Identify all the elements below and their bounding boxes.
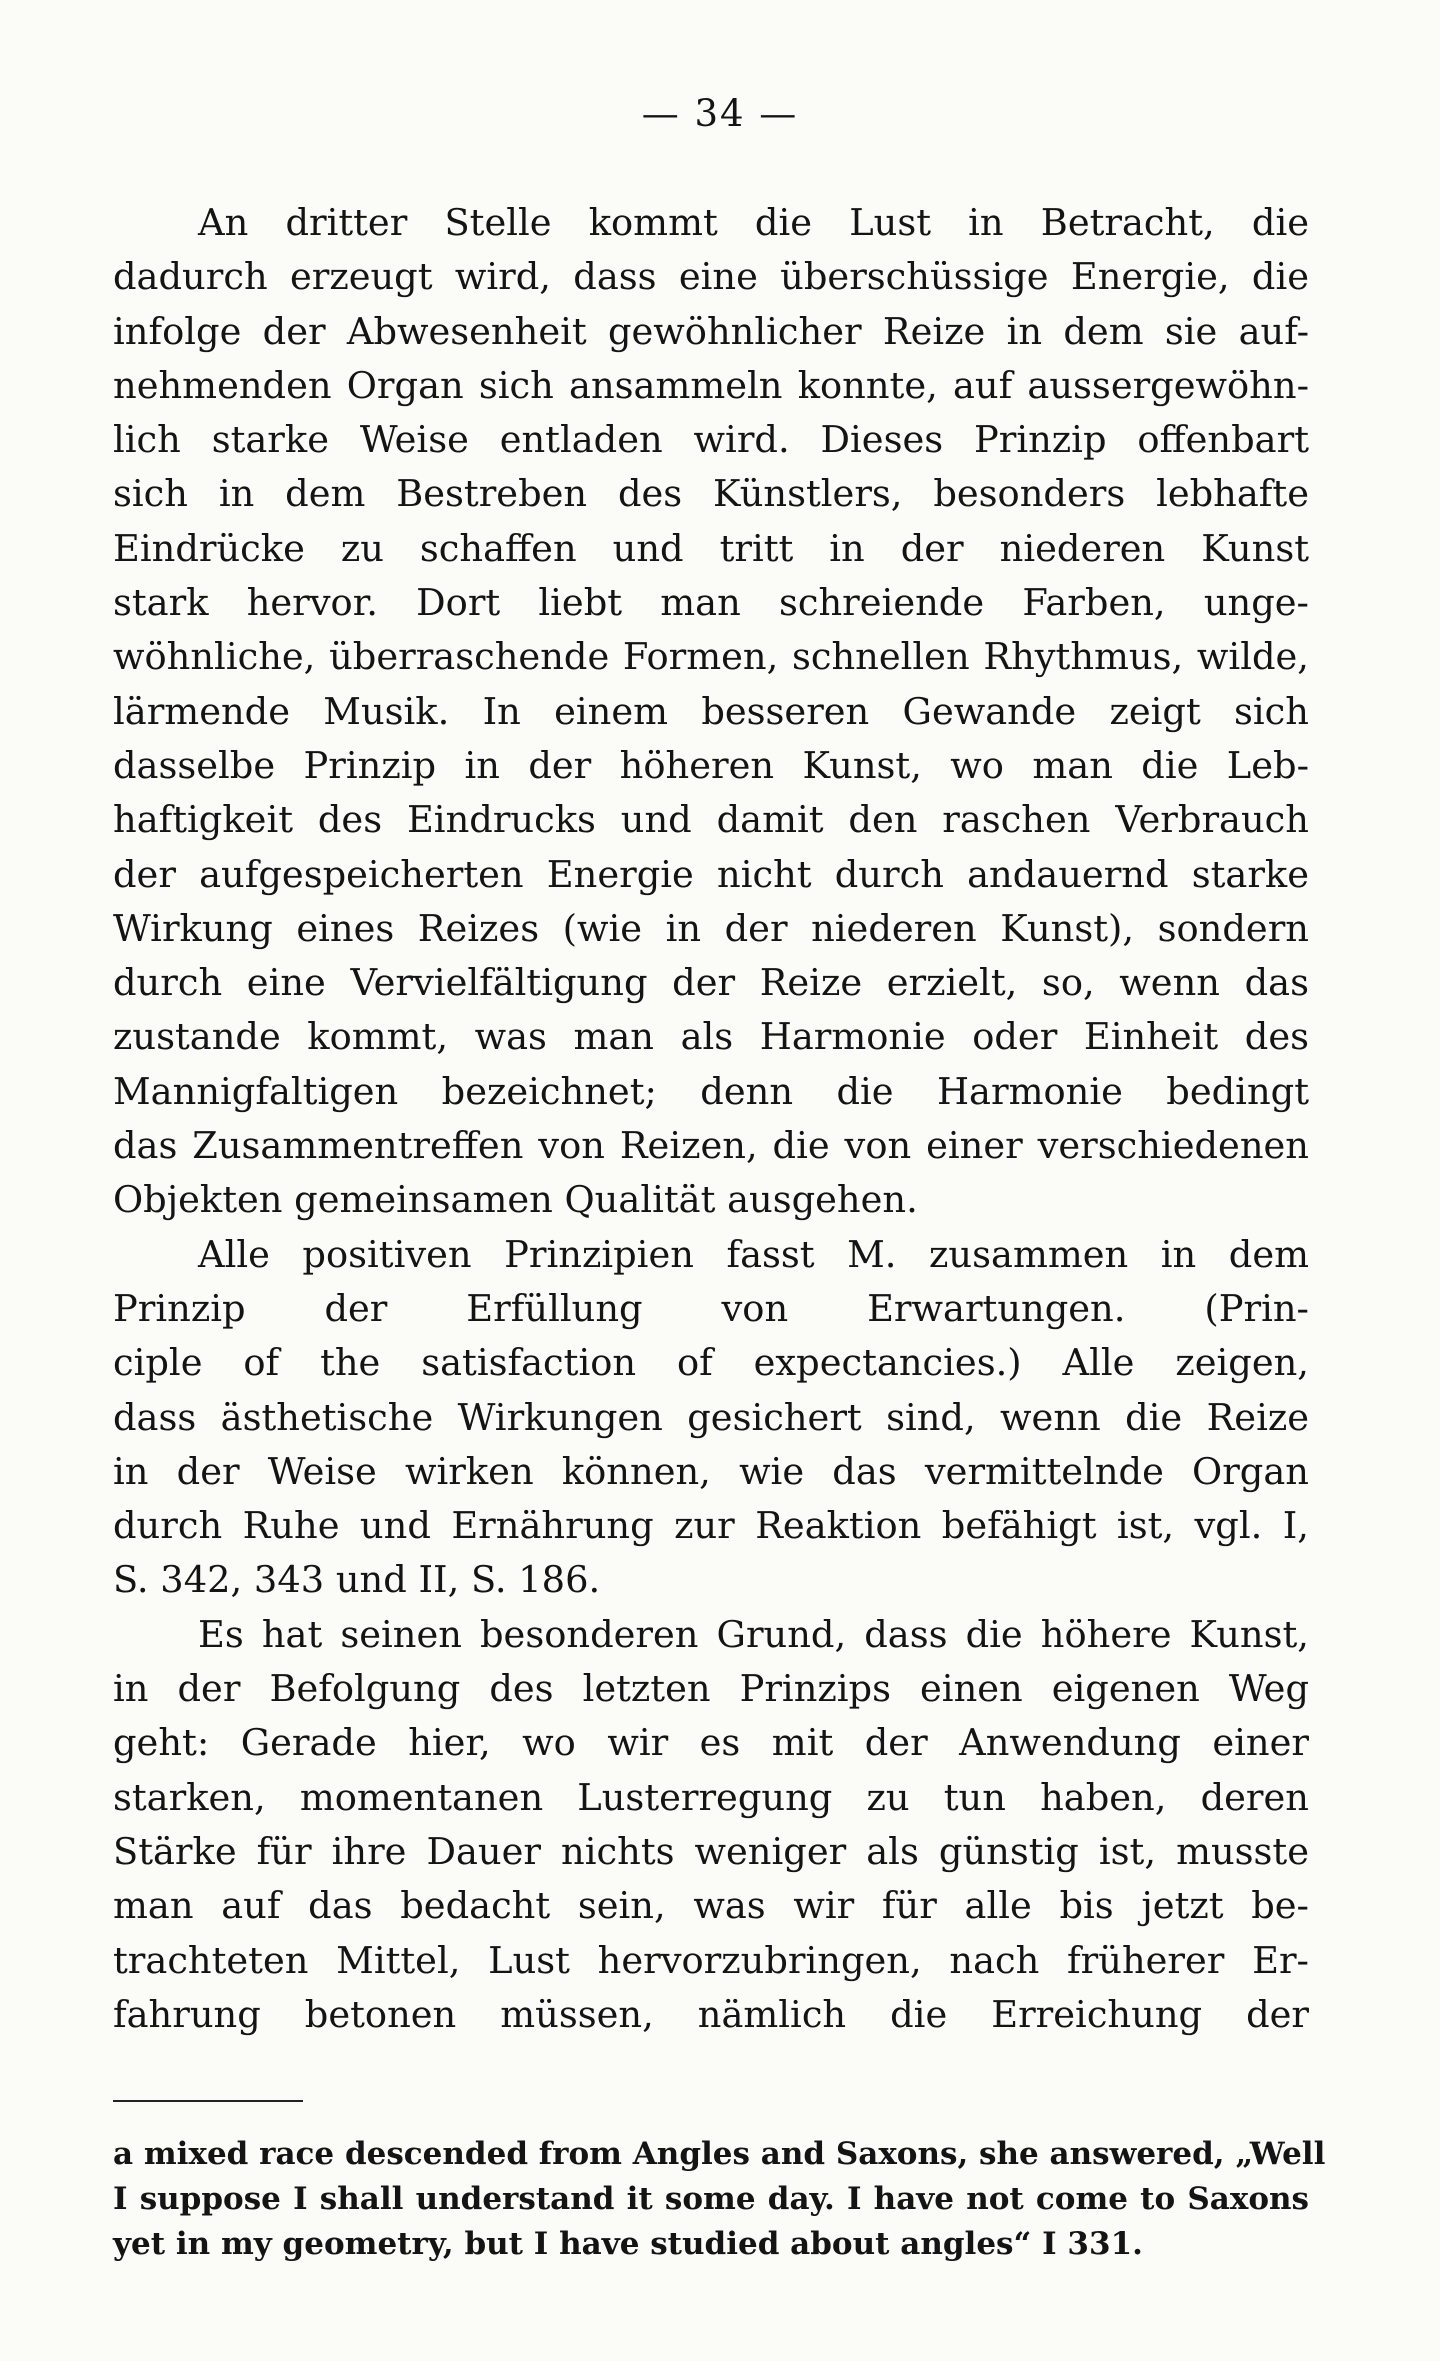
text-line: Eindrücke zu schaffen und tritt in der niederen Kunst <box>113 526 1309 570</box>
text-line: An dritter Stelle kommt die Lust in Betracht, die <box>198 201 1309 244</box>
text-line: dadurch erzeugt wird, dass eine überschüssige Energie, die <box>113 255 1309 299</box>
text-line: starken, momentanen Lusterregung zu tun haben, deren <box>113 1775 1309 1819</box>
text-line: geht: Gerade hier, wo wir es mit der Anwendung einer <box>113 1721 1309 1765</box>
text-line: nehmenden Organ sich ansammeln konnte, auf aussergewöhn- <box>113 363 1309 407</box>
paragraph-2 <box>113 1228 1309 1608</box>
text-line: fahrung betonen müssen, nämlich die Erreichung der <box>113 1992 1309 2036</box>
text-line: man auf das bedacht sein, was wir für alle bis jetzt be- <box>113 1884 1309 1928</box>
text-line: infolge der Abwesenheit gewöhnlicher Reize in dem sie auf- <box>113 309 1309 353</box>
text-line: das Zusammentreffen von Reizen, die von einer verschiedenen <box>113 1124 1309 1168</box>
footnote-line: I suppose I shall understand it some day. I have not come to Saxons <box>113 2181 1309 2217</box>
text-line: Es hat seinen besonderen Grund, dass die höhere Kunst, <box>198 1612 1309 1656</box>
text-line: Objekten gemeinsamen Qualität ausgehen. <box>113 1178 918 1222</box>
text-line: der aufgespeicherten Energie nicht durch andauernd starke <box>113 852 1309 896</box>
footnote-line: yet in my geometry, but I have studied about angles“ I 331. <box>113 2226 1143 2262</box>
text-line: sich in dem Bestreben des Künstlers, besonders lebhafte <box>113 472 1309 516</box>
text-line: ciple of the satisfaction of expectancies.) Alle zeigen, <box>113 1341 1309 1385</box>
text-line: Stärke für ihre Dauer nichts weniger als günstig ist, musste <box>113 1829 1309 1873</box>
text-line: S. 342, 343 und II, S. 186. <box>113 1558 601 1602</box>
text-line: in der Weise wirken können, wie das vermittelnde Organ <box>113 1449 1309 1493</box>
text-line: Mannigfaltigen bezeichnet; denn die Harmonie bedingt <box>113 1069 1309 1113</box>
text-line: dass ästhetische Wirkungen gesichert sind, wenn die Reize <box>113 1395 1309 1439</box>
page-number: — 34 — <box>641 92 799 135</box>
text-line: haftigkeit des Eindrucks und damit den raschen Verbrauch <box>113 798 1309 842</box>
paragraph-3 <box>113 1608 1309 2042</box>
text-line: stark hervor. Dort liebt man schreiende Farben, unge- <box>113 581 1309 625</box>
footnote-rule <box>113 2100 303 2102</box>
paragraph-1 <box>113 196 1309 1228</box>
text-line: Prinzip der Erfüllung von Erwartungen. (Prin- <box>113 1286 1309 1330</box>
text-line: durch eine Vervielfältigung der Reize erzielt, so, wenn das <box>113 961 1309 1005</box>
text-line: Alle positiven Prinzipien fasst M. zusammen in dem <box>198 1232 1309 1276</box>
text-line: wöhnliche, überraschende Formen, schnellen Rhythmus, wilde, <box>113 635 1309 679</box>
text-line: trachteten Mittel, Lust hervorzubringen, nach früherer Er- <box>113 1938 1309 1982</box>
text-line: lich starke Weise entladen wird. Dieses Prinzip offenbart <box>113 418 1309 462</box>
text-line: dasselbe Prinzip in der höheren Kunst, wo man die Leb- <box>113 743 1309 787</box>
footnote-line: a mixed race descended from Angles and Saxons, she answered, „Well <box>113 2136 1326 2172</box>
text-line: durch Ruhe und Ernährung zur Reaktion befähigt ist, vgl. I, <box>113 1504 1309 1548</box>
footnote <box>113 2132 1326 2267</box>
text-line: in der Befolgung des letzten Prinzips einen eigenen Weg <box>113 1667 1309 1711</box>
main-text <box>113 196 1309 2042</box>
text-line: lärmende Musik. In einem besseren Gewande zeigt sich <box>113 689 1309 733</box>
text-line: Wirkung eines Reizes (wie in der niederen Kunst), sondern <box>113 906 1309 950</box>
text-line: zustande kommt, was man als Harmonie oder Einheit des <box>113 1015 1309 1059</box>
